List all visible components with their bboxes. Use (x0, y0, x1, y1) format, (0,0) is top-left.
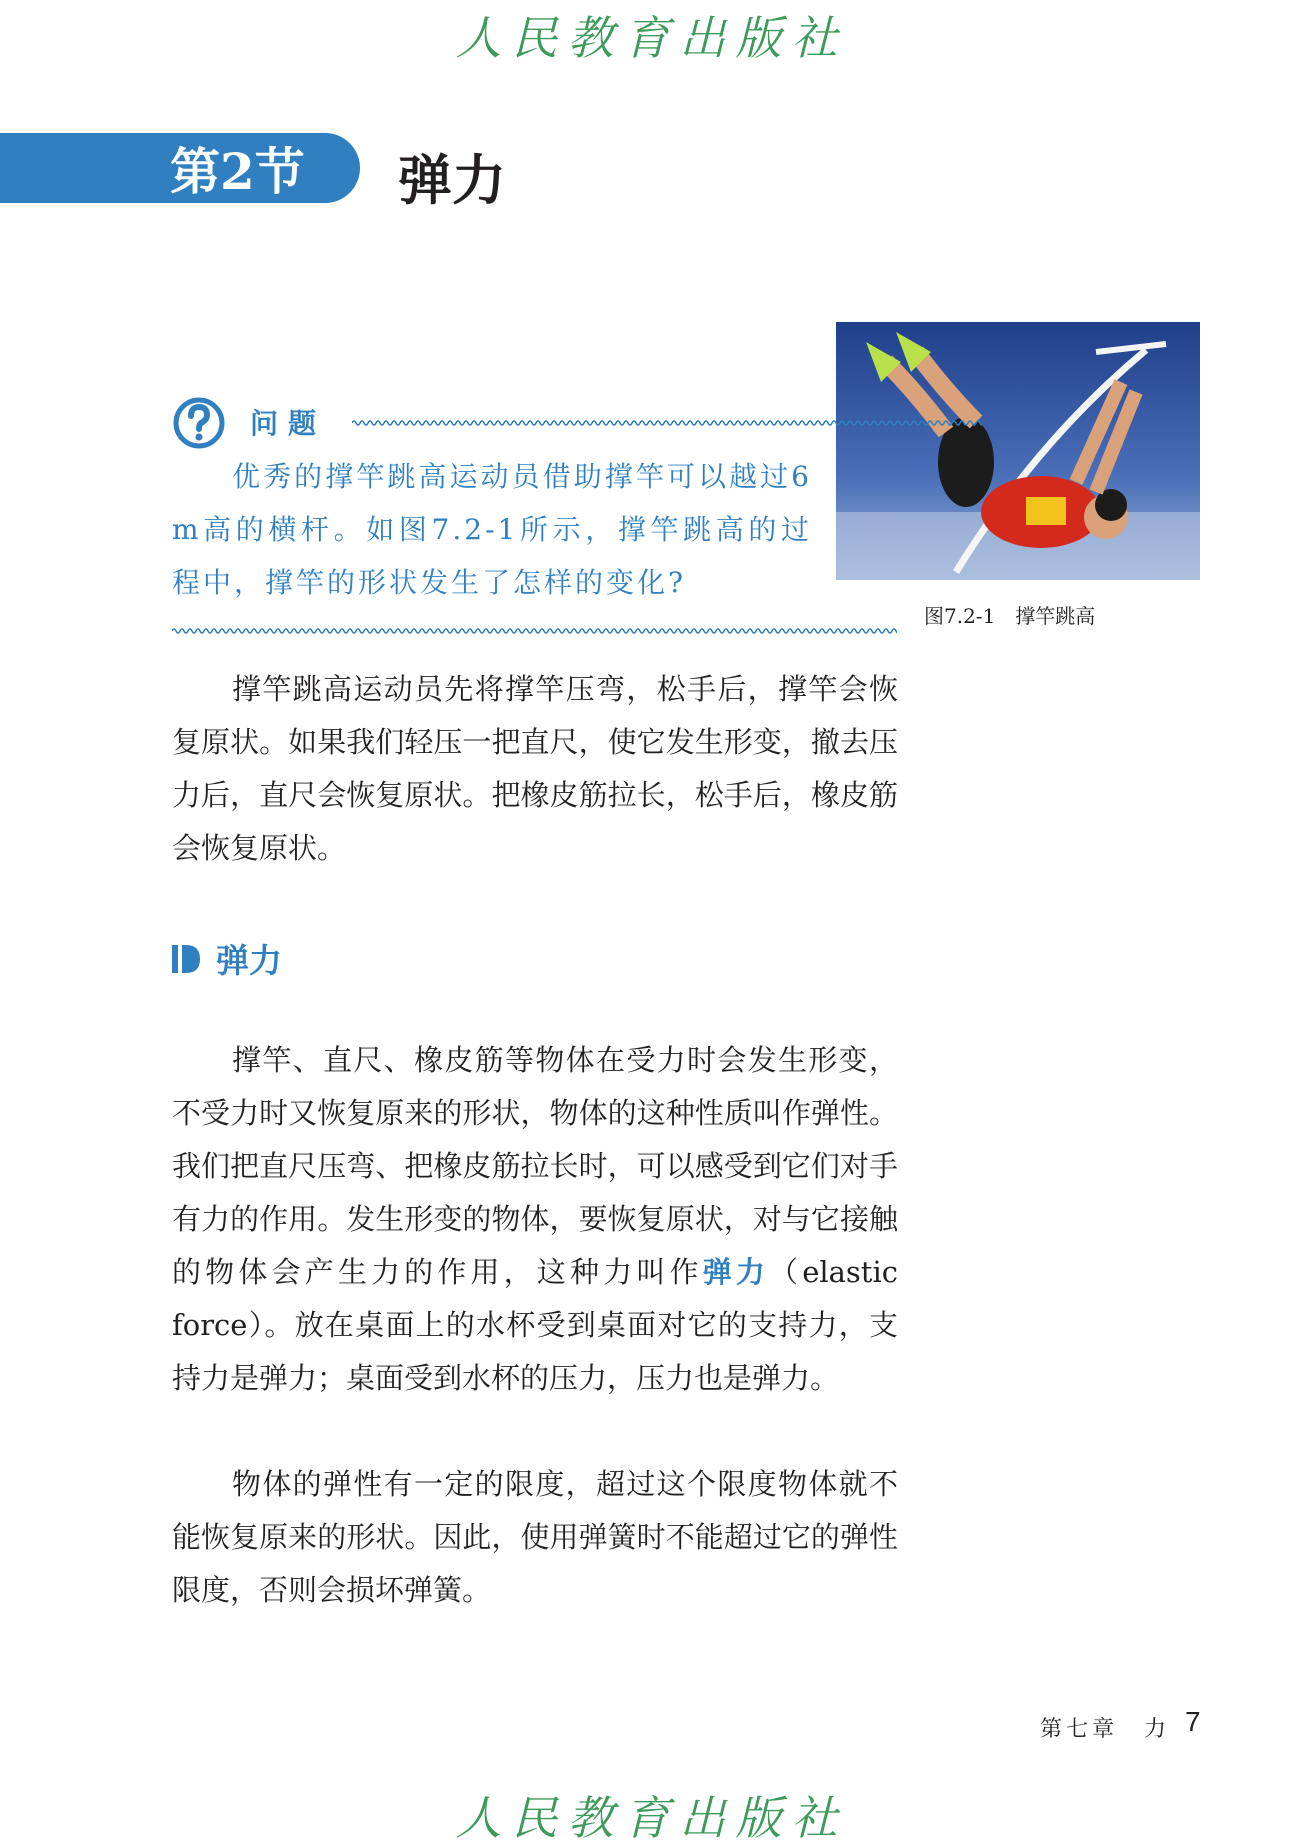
paragraph-elastic-limit: 物体的弹性有一定的限度，超过这个限度物体就不能恢复原来的形状。因此，使用弹簧时不能超过它的弹性限度，否则会损坏弹簧。 (172, 1467, 898, 1607)
question-mark-circle-icon (172, 396, 226, 450)
wavy-divider-top (352, 418, 982, 428)
wavy-divider-bottom (172, 626, 897, 636)
subheading (172, 935, 282, 982)
publisher-logo-top: 人民教育出版社 (455, 11, 848, 65)
section-title: 弹力 (398, 148, 506, 212)
paragraph-elastic-force (172, 1034, 898, 1405)
paragraph-text: （elastic force）。放在桌面上的水杯受到桌面对它的支持力，支持力是弹力；桌面受到水杯的压力，压力也是弹力。 (172, 1255, 898, 1395)
publisher-logo-bottom: 人民教育出版社 (455, 1791, 848, 1845)
figure-caption: 图7.2-1 撑竿跳高 (924, 604, 1096, 628)
subheading-text: 弹力 (216, 941, 282, 980)
section-number: 第2节 (170, 142, 305, 201)
paragraph-text: 撑竿、直尺、橡皮筋等物体在受力时会发生形变，不受力时又恢复原来的形状，物体的这种性质叫作弹性。我们把直尺压弯、把橡皮筋拉长时，可以感受到它们对手有力的作用。发生形变的物体，要恢复原状，对与它接触的物体会产生力的作用，这种力叫作 (172, 1043, 898, 1289)
key-term: 弹力 (702, 1255, 770, 1289)
section-banner (0, 133, 360, 203)
question-label: 问题 (250, 407, 327, 440)
page-number: 7 (1185, 1706, 1201, 1737)
pole-vault-photo (836, 322, 1200, 580)
section-marker-icon (172, 943, 200, 975)
paragraph-intro: 撑竿跳高运动员先将撑竿压弯，松手后，撑竿会恢复原状。如果我们轻压一把直尺，使它发生形变，撤去压力后，直尺会恢复原状。把橡皮筋拉长，松手后，橡皮筋会恢复原状。 (172, 672, 898, 865)
footer-chapter: 第七章 力 (1040, 1717, 1171, 1742)
question-text: 优秀的撑竿跳高运动员借助撑竿可以越过6 m高的横杆。如图7.2-1所示，撑竿跳高的过程中，撑竿的形状发生了怎样的变化? (172, 460, 812, 599)
